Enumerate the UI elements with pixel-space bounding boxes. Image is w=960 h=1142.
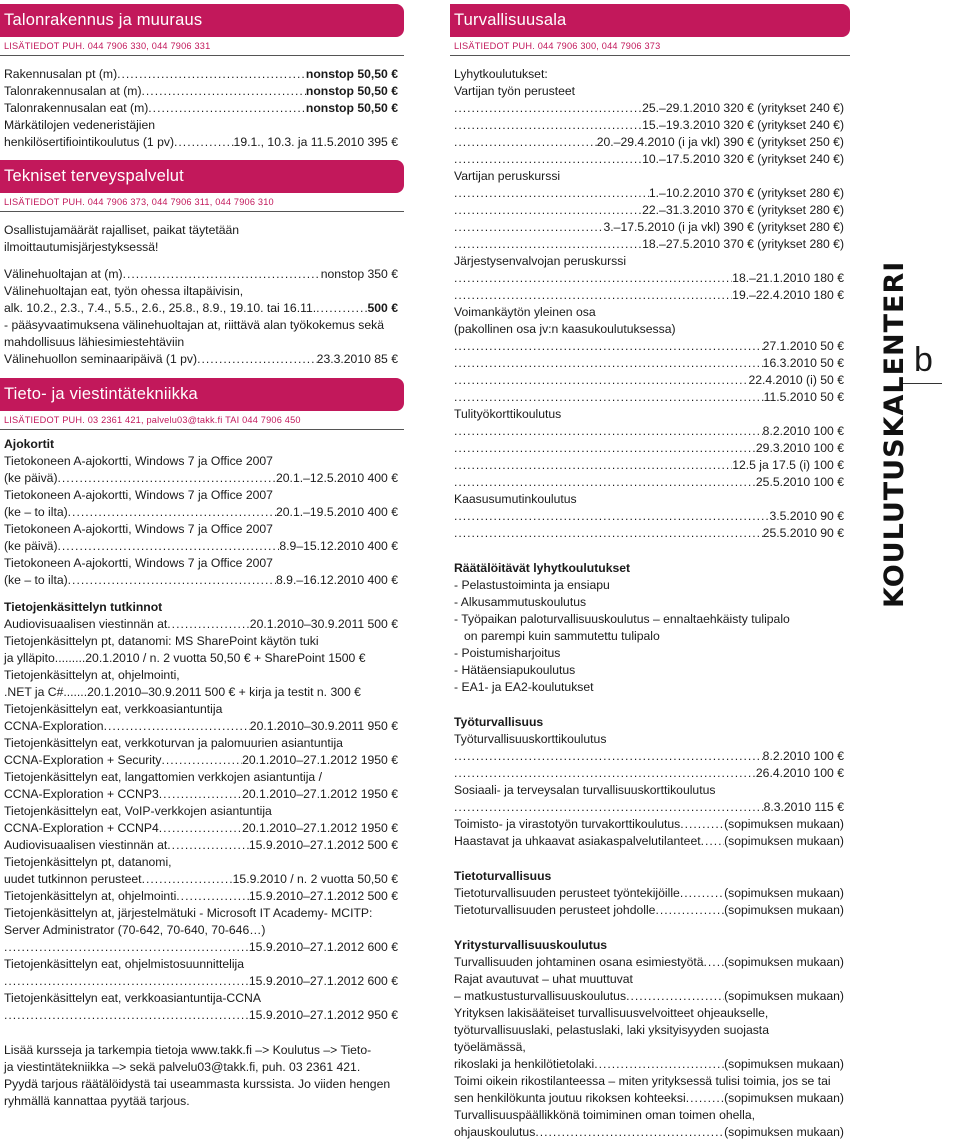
course-date: 25.–29.1.2010 320 € (yritykset 240 €) <box>642 101 844 115</box>
course-price: nonstop 50,50 € <box>305 84 398 98</box>
date-row <box>454 474 844 491</box>
course-row <box>4 538 398 555</box>
course-name: Audiovisuaalisen viestinnän at <box>4 617 168 631</box>
course-date: 27.1.2010 50 € <box>762 339 844 353</box>
course-date: 8.2.2010 100 € <box>762 749 844 763</box>
date-row <box>454 185 844 202</box>
course-title: Kaasusumutinkoulutus <box>454 492 577 506</box>
course-line: Tietojenkäsittelyn at, järjestelmätuki - Microsoft IT Academy- MCITP: <box>4 906 373 920</box>
course-price: 20.1.2010–27.1.2012 1950 € <box>242 787 398 801</box>
course-row <box>4 616 398 633</box>
course-name: CCNA-Exploration + CCNP3 <box>4 787 159 801</box>
course-date: 29.3.2010 100 € <box>755 441 844 455</box>
course-date: 15.–19.3.2010 320 € (yritykset 240 €) <box>642 118 844 132</box>
course-line: Tietojenkäsittelyn eat, verkkoturvan ja palomuurien asiantuntija <box>4 736 343 750</box>
course-date: 20.–29.4.2010 (i ja vkl) 390 € (yritykset 250 €) <box>596 135 844 149</box>
course-price: 19.1., 10.3. ja 11.5.2010 395 € <box>233 135 398 149</box>
course-date: 18.–21.1.2010 180 € <box>732 271 844 285</box>
course-line: Tietokoneen A-ajokortti, Windows 7 ja Office 2007 <box>4 454 273 468</box>
list-item: - Pelastustoiminta ja ensiapu <box>454 578 610 592</box>
date-row <box>454 236 844 253</box>
list-item: - Hätäensiapukoulutus <box>454 663 576 677</box>
course-name: Tietoturvallisuuden perusteet johdolle <box>454 903 656 917</box>
course-row <box>4 351 398 368</box>
course-row <box>4 786 398 803</box>
subheading-lyhytkoulutukset: Lyhytkoulutukset: <box>454 67 548 81</box>
course-name: henkilösertifiointikoulutus (1 pv) <box>4 135 175 149</box>
course-row <box>454 1056 844 1073</box>
course-row <box>454 833 844 850</box>
course-name: sen henkilökunta joutuu rikoksen kohteeksi <box>454 1091 686 1105</box>
course-title: Sosiaali- ja terveysalan turvallisuuskorttikoulutus <box>454 783 716 797</box>
course-name: – matkustusturvallisuuskoulutus <box>454 989 627 1003</box>
subheading-tietoturvallisuus: Tietoturvallisuus <box>454 869 552 883</box>
date-row <box>454 219 844 236</box>
course-row <box>454 902 844 919</box>
course-row <box>4 504 398 521</box>
course-price: (sopimuksen mukaan) <box>724 886 844 900</box>
date-row <box>454 355 844 372</box>
course-row <box>4 752 398 769</box>
course-line: Tietojenkäsittelyn eat, ohjelmistosuunnittelija <box>4 957 245 971</box>
course-price: 15.9.2010 / n. 2 vuotta 50,50 € <box>232 872 398 886</box>
course-price: nonstop 50,50 € <box>305 67 398 81</box>
course-name: Haastavat ja uhkaavat asiakaspalvelutilanteet <box>454 834 701 848</box>
course-row <box>4 572 398 589</box>
section-banner-talonrakennus: Talonrakennus ja muuraus <box>0 4 404 37</box>
course-price: (sopimuksen mukaan) <box>724 834 844 848</box>
course-row <box>4 83 398 100</box>
course-price: 20.1.2010–30.9.2011 500 € <box>249 617 398 631</box>
list-item: - Työpaikan paloturvallisuuskoulutus – ennaltaehkäisty tulipalo <box>454 612 790 626</box>
course-line: ja ylläpito.........20.1.2010 / n. 2 vuotta 50,50 € + SharePoint 1500 € <box>4 651 366 665</box>
section-body-turvallisuusala <box>450 56 850 1141</box>
course-row <box>4 973 398 990</box>
course-line: Rajat avautuvat – uhat muuttuvat <box>454 972 633 986</box>
course-name: (ke – to ilta) <box>4 505 68 519</box>
course-date: 19.–22.4.2010 180 € <box>732 288 844 302</box>
course-name: CCNA-Exploration <box>4 719 104 733</box>
course-row <box>454 885 844 902</box>
course-line: Tietojenkäsittelyn at, ohjelmointi, <box>4 668 180 682</box>
course-price: 15.9.2010–27.1.2012 600 € <box>248 974 398 988</box>
vertical-title: KOULUTUSKALENTERI <box>879 260 910 608</box>
date-row <box>454 270 844 287</box>
course-name: alk. 10.2., 2.3., 7.4., 5.5., 2.6., 25.8., 8.9., 19.10. tai 16.11. <box>4 301 317 315</box>
course-row <box>4 888 398 905</box>
section-banner-tieto: Tieto- ja viestintätekniikka <box>0 378 404 411</box>
course-line: Server Administrator (70-642, 70-640, 70-646…) <box>4 923 266 937</box>
date-row <box>454 338 844 355</box>
course-name: Talonrakennusalan at (m) <box>4 84 142 98</box>
course-date: 26.4.2010 100 € <box>755 766 844 780</box>
course-row <box>454 816 844 833</box>
course-name: rikoslaki ja henkilötietolaki <box>454 1057 595 1071</box>
course-line: Turvallisuuspäällikkönä toimiminen oman toimen ohella, <box>454 1108 755 1122</box>
course-price: 500 € <box>367 301 398 315</box>
date-row <box>454 457 844 474</box>
list-item: - Alkusammutuskoulutus <box>454 595 587 609</box>
course-price: (sopimuksen mukaan) <box>724 1125 844 1139</box>
left-column <box>0 0 404 1110</box>
course-price: 15.9.2010–27.1.2012 500 € <box>248 889 398 903</box>
course-date: 25.5.2010 100 € <box>755 475 844 489</box>
course-name: (ke päivä) <box>4 471 58 485</box>
course-date: 25.5.2010 90 € <box>762 526 844 540</box>
course-name: uudet tutkinnon perusteet <box>4 872 142 886</box>
course-line: Välinehuoltajan eat, työn ohessa iltapäivisin, <box>4 284 244 298</box>
course-price: (sopimuksen mukaan) <box>724 955 844 969</box>
course-row <box>4 837 398 854</box>
course-price: nonstop 350 € <box>320 267 398 281</box>
course-date: 22.4.2010 (i) 50 € <box>748 373 844 387</box>
course-line: Tietojenkäsittelyn pt, datanomi: MS SharePoint käytön tuki <box>4 634 319 648</box>
course-row <box>4 871 398 888</box>
course-title: Työturvallisuuskorttikoulutus <box>454 732 607 746</box>
course-line: Tietokoneen A-ajokortti, Windows 7 ja Office 2007 <box>4 488 273 502</box>
date-row <box>454 508 844 525</box>
subheading-ajokortit: Ajokortit <box>4 437 55 451</box>
course-date: 3.5.2010 90 € <box>769 509 844 523</box>
course-date: 1.–10.2.2010 370 € (yritykset 280 €) <box>648 186 844 200</box>
section-body-tieto <box>0 430 404 1110</box>
list-item: on parempi kuin sammutettu tulipalo <box>464 629 660 643</box>
section-body-talonrakennus <box>0 56 404 151</box>
course-line: Tietojenkäsittelyn eat, VoIP-verkkojen asiantuntija <box>4 804 272 818</box>
course-title: Järjestysenvalvojan peruskurssi <box>454 254 627 268</box>
course-price: 20.1.2010–30.9.2011 950 € <box>249 719 398 733</box>
course-name: Turvallisuuden johtaminen osana esimiestyötä <box>454 955 704 969</box>
footer-line: ryhmällä kannattaa pyytää tarjous. <box>4 1094 190 1108</box>
course-line: mahdollisuus lähiesimiestehtäviin <box>4 335 185 349</box>
subheading-tyoturvallisuus: Työturvallisuus <box>454 715 544 729</box>
course-date: 8.2.2010 100 € <box>762 424 844 438</box>
section-letter: b <box>914 341 933 379</box>
course-line: Tietojenkäsittelyn eat, langattomien verkkojen asiantuntija / <box>4 770 322 784</box>
course-row <box>454 988 844 1005</box>
footer-line: ja viestintätekniikka –> sekä palvelu03@takk.fi, puh. 03 2361 421. <box>4 1060 361 1074</box>
course-price: (sopimuksen mukaan) <box>724 1057 844 1071</box>
course-price: 8.9.–16.12.2010 400 € <box>276 573 398 587</box>
course-price: (sopimuksen mukaan) <box>724 989 844 1003</box>
course-row <box>454 1124 844 1141</box>
course-name: (ke – to ilta) <box>4 573 68 587</box>
section-contact-info: LISÄTIEDOT PUH. 044 7906 330, 044 7906 331 <box>0 37 404 56</box>
course-name: Välinehuollon seminaaripäivä (1 pv) <box>4 352 198 366</box>
course-row <box>4 300 398 317</box>
course-name: Tietoturvallisuuden perusteet työntekijöille <box>454 886 680 900</box>
subheading-yritysturvallisuus: Yritysturvallisuuskoulutus <box>454 938 608 952</box>
course-price: (sopimuksen mukaan) <box>724 817 844 831</box>
course-row <box>4 266 398 283</box>
section-banner-tekniset: Tekniset terveyspalvelut <box>0 160 404 193</box>
course-line: Tietojenkäsittelyn eat, verkkoasiantuntija <box>4 702 223 716</box>
date-row <box>454 372 844 389</box>
subheading-raatalointavat: Räätälöitävät lyhytkoulutukset <box>454 561 631 575</box>
course-name: Talonrakennusalan eat (m) <box>4 101 149 115</box>
list-item: - EA1- ja EA2-koulutukset <box>454 680 594 694</box>
course-price: 15.9.2010–27.1.2012 950 € <box>248 1008 398 1022</box>
course-title: (pakollinen osa jv:n kaasukoulutuksessa) <box>454 322 676 336</box>
course-date: 10.–17.5.2010 320 € (yritykset 240 €) <box>642 152 844 166</box>
date-row <box>454 765 844 782</box>
course-date: 8.3.2010 115 € <box>763 800 844 814</box>
course-price: 15.9.2010–27.1.2012 500 € <box>248 838 398 852</box>
course-price: nonstop 50,50 € <box>305 101 398 115</box>
course-title: Vartijan työn perusteet <box>454 84 576 98</box>
note-line: ilmoittautumisjärjestyksessä! <box>4 240 159 254</box>
course-title: Tulityökorttikoulutus <box>454 407 562 421</box>
date-row <box>454 799 844 816</box>
course-date: 11.5.2010 50 € <box>763 390 844 404</box>
list-item: - Poistumisharjoitus <box>454 646 561 660</box>
footer-line: Pyydä tarjous räätälöidystä tai useammasta kurssista. Jo viiden hengen <box>4 1077 391 1091</box>
course-price: 20.1.2010–27.1.2012 1950 € <box>242 753 398 767</box>
side-label <box>872 260 952 610</box>
course-line: Tietojenkäsittelyn eat, verkkoasiantuntija-CCNA <box>4 991 261 1005</box>
course-line: Märkätilojen vedeneristäjien <box>4 118 156 132</box>
course-name: (ke päivä) <box>4 539 58 553</box>
section-banner-turvallisuusala: Turvallisuusala <box>450 4 850 37</box>
course-title: Vartijan peruskurssi <box>454 169 561 183</box>
course-name: Välinehuoltajan at (m) <box>4 267 123 281</box>
date-row <box>454 389 844 406</box>
date-row <box>454 287 844 304</box>
course-price: 20.1.–12.5.2010 400 € <box>276 471 398 485</box>
course-line: Tietokoneen A-ajokortti, Windows 7 ja Office 2007 <box>4 522 273 536</box>
course-row <box>4 718 398 735</box>
course-date: 3.–17.5.2010 (i ja vkl) 390 € (yritykset 280 €) <box>603 220 844 234</box>
date-row <box>454 440 844 457</box>
course-line: Toimi oikein rikostilanteessa – miten yrityksessä tulisi toimia, jos se tai <box>454 1074 831 1088</box>
course-price: 20.1.–19.5.2010 400 € <box>276 505 398 519</box>
course-price: 23.3.2010 85 € <box>316 352 398 366</box>
date-row <box>454 423 844 440</box>
course-row <box>4 820 398 837</box>
course-row <box>4 470 398 487</box>
course-row <box>454 1090 844 1107</box>
date-row <box>454 117 844 134</box>
course-name: Toimisto- ja virastotyön turvakorttikoulutus <box>454 817 681 831</box>
right-column <box>450 0 850 1141</box>
course-row <box>4 1007 398 1024</box>
course-date: 12.5 ja 17.5 (i) 100 € <box>732 458 844 472</box>
course-line: - pääsyvaatimuksena välinehuoltajan at, riittävä alan työkokemus sekä <box>4 318 385 332</box>
course-name: ohjauskoulutus <box>454 1125 536 1139</box>
course-name: CCNA-Exploration + CCNP4 <box>4 821 159 835</box>
course-price: 15.9.2010–27.1.2012 600 € <box>248 940 398 954</box>
course-name: Tietojenkäsittelyn at, ohjelmointi <box>4 889 177 903</box>
note-line: Osallistujamäärät rajalliset, paikat täytetään <box>4 223 240 237</box>
course-title: Voimankäytön yleinen osa <box>454 305 596 319</box>
course-row <box>4 134 398 151</box>
section-contact-info: LISÄTIEDOT PUH. 03 2361 421, palvelu03@takk.fi TAI 044 7906 450 <box>0 411 404 430</box>
course-line: Yrityksen lakisääteiset turvallisuusvelvoitteet ohjeaukselle, <box>454 1006 769 1020</box>
course-price: 8.9–15.12.2010 400 € <box>279 539 398 553</box>
course-row <box>454 954 844 971</box>
section-body-tekniset <box>0 212 404 368</box>
course-row <box>4 100 398 117</box>
section-contact-info: LISÄTIEDOT PUH. 044 7906 373, 044 7906 311, 044 7906 310 <box>0 193 404 212</box>
footer-line: Lisää kursseja ja tarkempia tietoja www.takk.fi –> Koulutus –> Tieto- <box>4 1043 372 1057</box>
course-date: 16.3.2010 50 € <box>762 356 844 370</box>
date-row <box>454 134 844 151</box>
course-line: Tietokoneen A-ajokortti, Windows 7 ja Office 2007 <box>4 556 273 570</box>
course-line: Tietojenkäsittelyn pt, datanomi, <box>4 855 172 869</box>
course-row <box>4 66 398 83</box>
course-row <box>4 939 398 956</box>
course-price: (sopimuksen mukaan) <box>724 1091 844 1105</box>
date-row <box>454 748 844 765</box>
course-price: (sopimuksen mukaan) <box>724 903 844 917</box>
course-name: Rakennusalan pt (m) <box>4 67 118 81</box>
date-row <box>454 525 844 542</box>
course-line: työturvallisuuslaki, pelastuslaki, laki yksityisyyden suojasta työelämässä, <box>454 1023 769 1054</box>
date-row <box>454 151 844 168</box>
course-name: CCNA-Exploration + Security <box>4 753 162 767</box>
date-row <box>454 202 844 219</box>
course-date: 18.–27.5.2010 370 € (yritykset 280 €) <box>642 237 844 251</box>
subheading-tutkinnot: Tietojenkäsittelyn tutkinnot <box>4 600 163 614</box>
course-date: 22.–31.3.2010 370 € (yritykset 280 €) <box>642 203 844 217</box>
course-line: .NET ja C#.......20.1.2010–30.9.2011 500 € + kirja ja testit n. 300 € <box>4 685 361 699</box>
date-row <box>454 100 844 117</box>
course-price: 20.1.2010–27.1.2012 1950 € <box>242 821 398 835</box>
course-name: Audiovisuaalisen viestinnän at <box>4 838 168 852</box>
section-contact-info: LISÄTIEDOT PUH. 044 7906 300, 044 7906 373 <box>450 37 850 56</box>
